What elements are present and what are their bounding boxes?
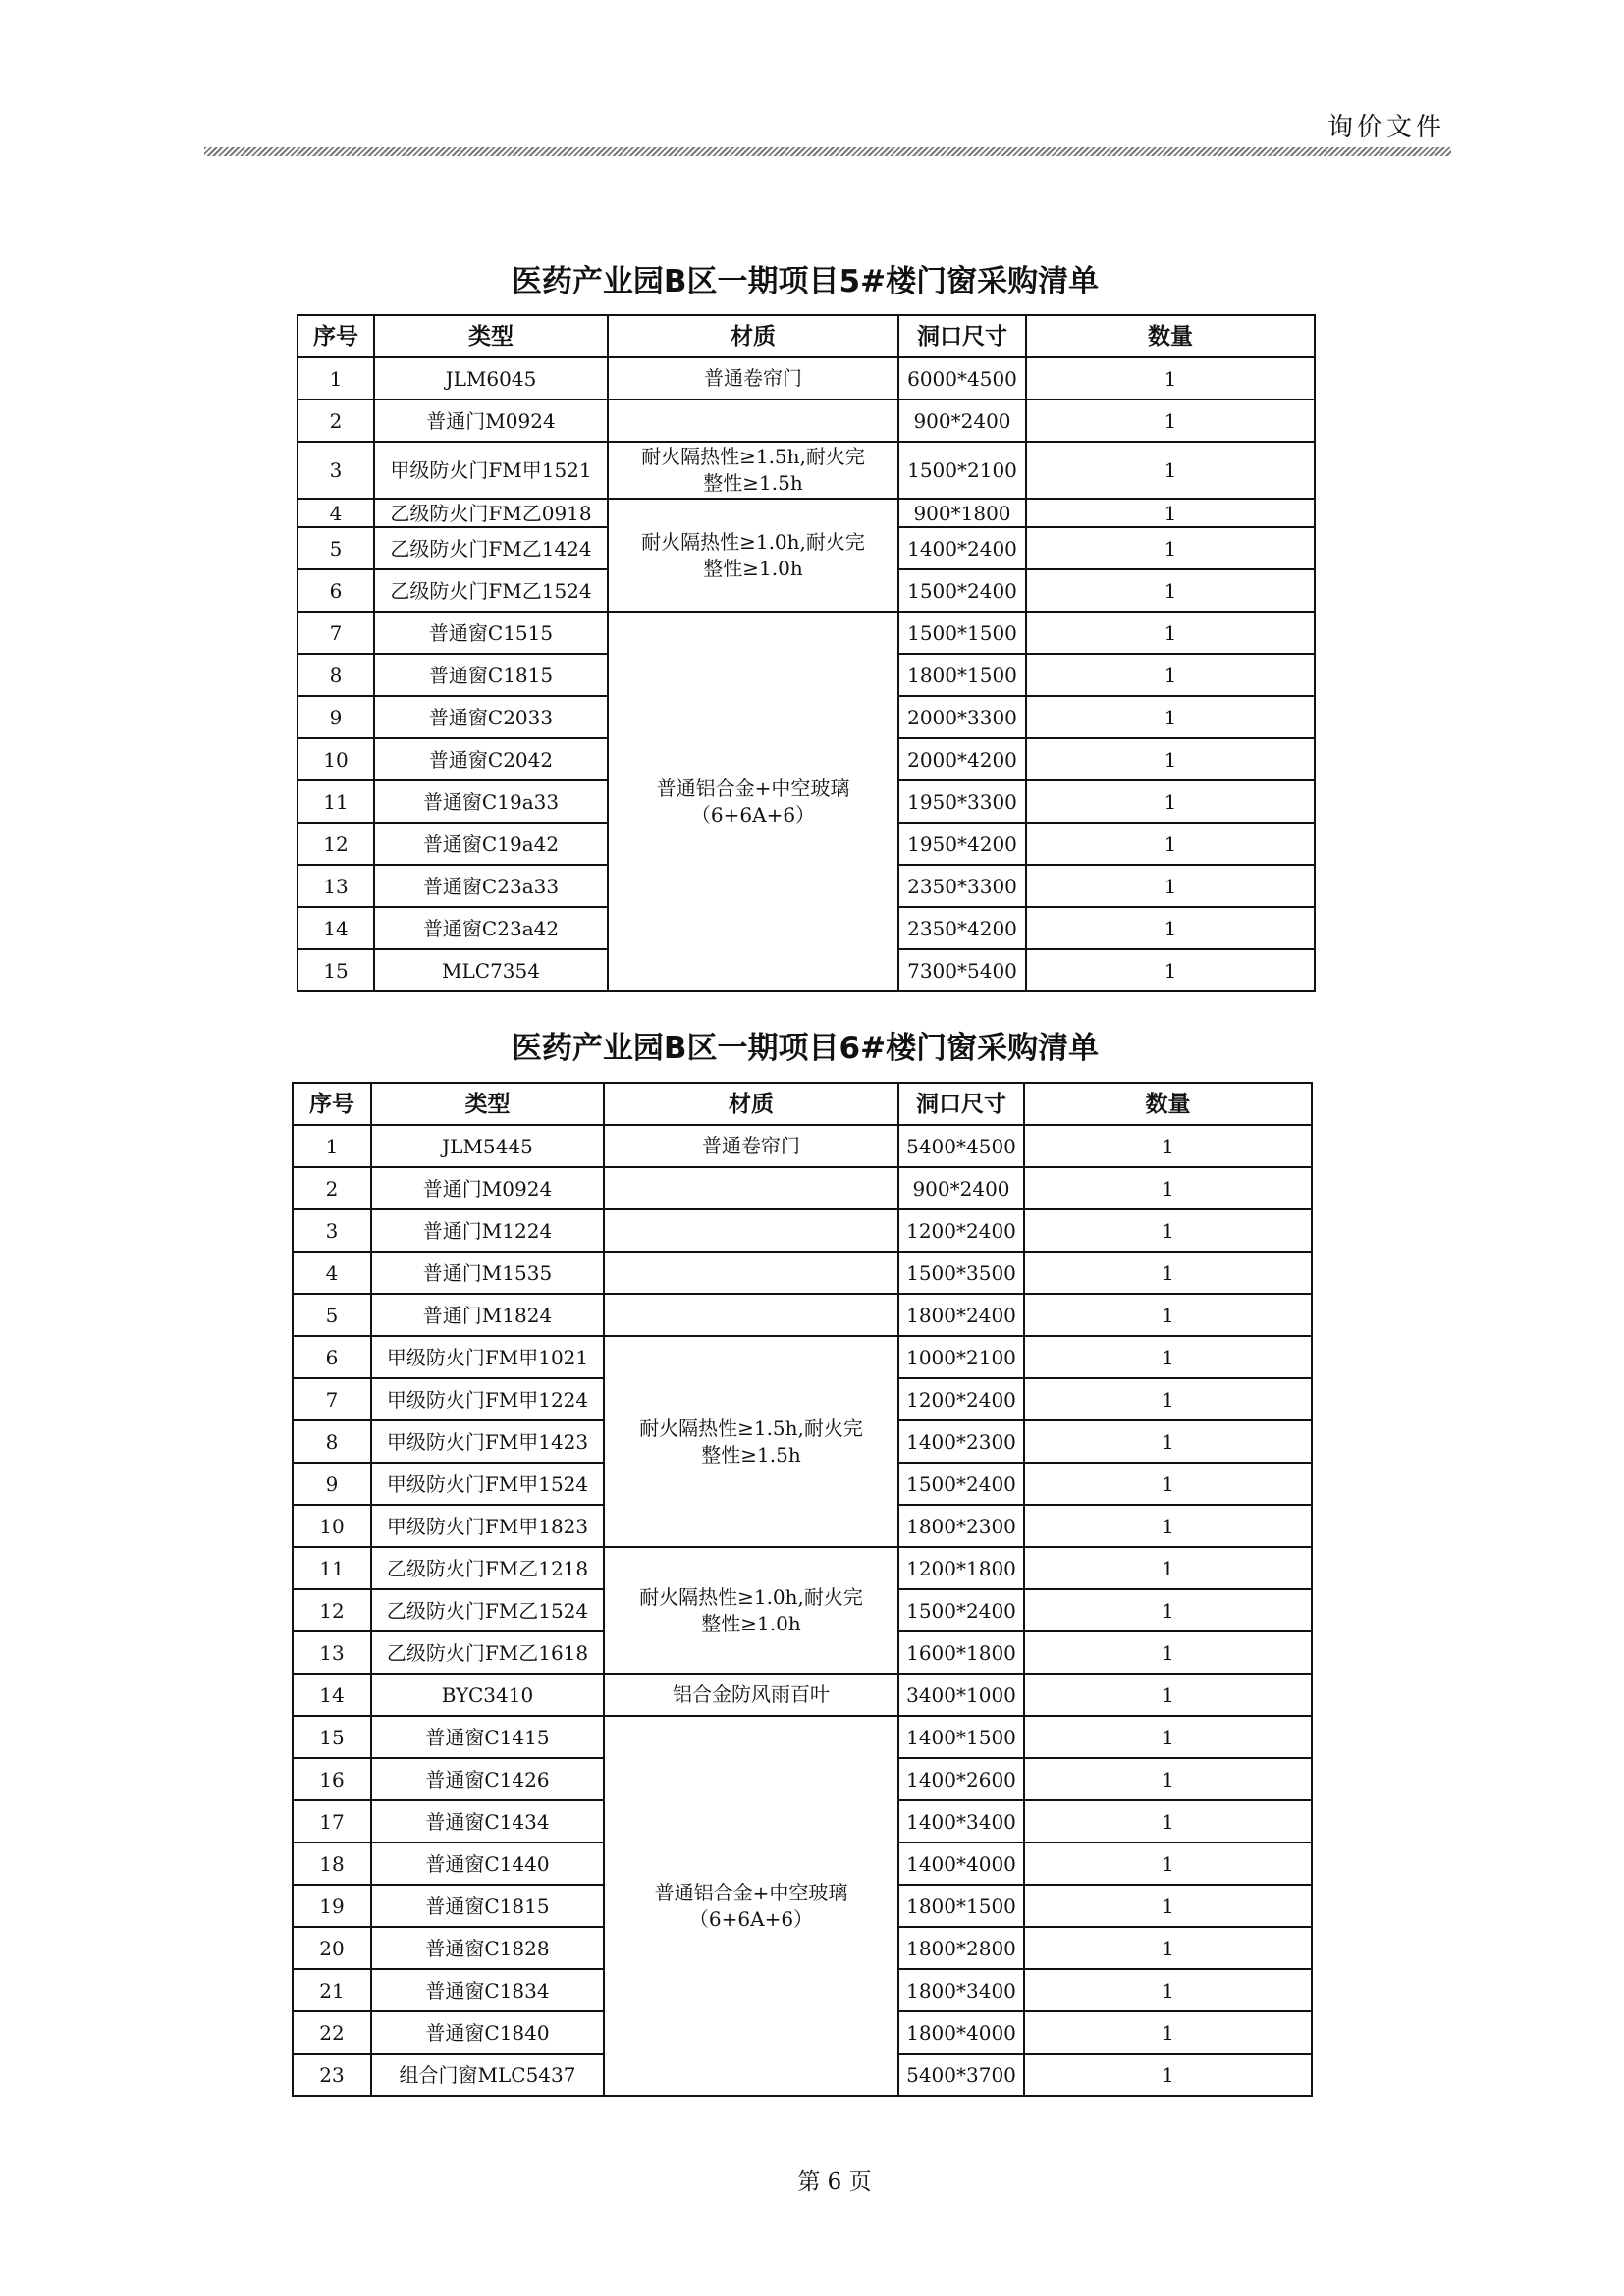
table-row xyxy=(293,1336,1312,1378)
column-header: 材质 xyxy=(604,1083,898,1125)
material-text: 整性≥1.5h xyxy=(703,471,803,495)
material-text: 整性≥1.5h xyxy=(701,1442,801,1467)
opening-size: 1500*2400 xyxy=(898,1589,1024,1631)
item-type: 乙级防火门FM乙1218 xyxy=(371,1547,604,1589)
table-row xyxy=(293,1547,1312,1589)
row-number: 12 xyxy=(298,823,374,865)
material-text: 整性≥1.0h xyxy=(701,1611,801,1635)
table1-title: 医药产业园B区一期项目5#楼门窗采购清单 xyxy=(511,264,1100,299)
opening-size: 1200*2400 xyxy=(898,1378,1024,1420)
quantity: 1 xyxy=(1024,1927,1312,1969)
quantity: 1 xyxy=(1026,865,1315,907)
table-row xyxy=(293,1716,1312,1758)
material-cell xyxy=(604,1294,898,1336)
quantity: 1 xyxy=(1026,357,1315,400)
opening-size: 900*2400 xyxy=(898,400,1026,442)
row-number: 1 xyxy=(293,1125,371,1167)
table-row xyxy=(293,1209,1312,1252)
table-header-row xyxy=(293,1083,1312,1125)
row-number: 2 xyxy=(293,1167,371,1209)
column-header: 材质 xyxy=(608,315,898,357)
row-number: 5 xyxy=(298,527,374,569)
row-number: 10 xyxy=(293,1505,371,1547)
item-type: 普通窗C1515 xyxy=(374,612,608,654)
row-number: 14 xyxy=(293,1674,371,1716)
quantity: 1 xyxy=(1026,696,1315,738)
quantity: 1 xyxy=(1026,527,1315,569)
row-number: 8 xyxy=(298,654,374,696)
material-cell xyxy=(604,1716,898,2096)
opening-size: 900*1800 xyxy=(898,499,1026,527)
quantity: 1 xyxy=(1026,738,1315,780)
row-number: 3 xyxy=(293,1209,371,1252)
table-row xyxy=(298,612,1315,654)
row-number: 4 xyxy=(293,1252,371,1294)
row-number: 23 xyxy=(293,2054,371,2096)
opening-size: 1400*2300 xyxy=(898,1420,1024,1463)
table-row xyxy=(293,1125,1312,1167)
quantity: 1 xyxy=(1024,1336,1312,1378)
quantity: 1 xyxy=(1024,1885,1312,1927)
item-type: 乙级防火门FM乙1524 xyxy=(371,1589,604,1631)
page-number: 第 6 页 xyxy=(797,2169,872,2195)
table-row xyxy=(298,442,1315,499)
row-number: 5 xyxy=(293,1294,371,1336)
opening-size: 1500*2400 xyxy=(898,1463,1024,1505)
opening-size: 1950*3300 xyxy=(898,780,1026,823)
item-type: 普通窗C1828 xyxy=(371,1927,604,1969)
row-number: 17 xyxy=(293,1800,371,1842)
row-number: 7 xyxy=(293,1378,371,1420)
table-row xyxy=(293,1167,1312,1209)
quantity: 1 xyxy=(1024,1167,1312,1209)
material-text: （6+6A+6） xyxy=(690,802,816,827)
material-cell xyxy=(608,499,898,612)
opening-size: 2000*4200 xyxy=(898,738,1026,780)
material-cell xyxy=(604,1209,898,1252)
quantity: 1 xyxy=(1026,569,1315,612)
row-number: 9 xyxy=(298,696,374,738)
item-type: 甲级防火门FM甲1021 xyxy=(371,1336,604,1378)
opening-size: 900*2400 xyxy=(898,1167,1024,1209)
quantity: 1 xyxy=(1026,949,1315,991)
material-cell xyxy=(604,1252,898,1294)
material-cell xyxy=(608,357,898,400)
column-header: 类型 xyxy=(374,315,608,357)
row-number: 16 xyxy=(293,1758,371,1800)
item-type: 甲级防火门FM甲1524 xyxy=(371,1463,604,1505)
table-header-row xyxy=(298,315,1315,357)
quantity: 1 xyxy=(1026,823,1315,865)
row-number: 6 xyxy=(298,569,374,612)
item-type: 甲级防火门FM甲1823 xyxy=(371,1505,604,1547)
item-type: MLC7354 xyxy=(374,949,608,991)
row-number: 22 xyxy=(293,2011,371,2054)
column-header: 数量 xyxy=(1024,1083,1312,1125)
item-type: 普通窗C1815 xyxy=(374,654,608,696)
opening-size: 1000*2100 xyxy=(898,1336,1024,1378)
quantity: 1 xyxy=(1024,2011,1312,2054)
opening-size: 1800*2400 xyxy=(898,1294,1024,1336)
quantity: 1 xyxy=(1024,1547,1312,1589)
material-text: 耐火隔热性≥1.5h,耐火完 xyxy=(639,1415,863,1440)
row-number: 18 xyxy=(293,1842,371,1885)
column-header: 序号 xyxy=(293,1083,371,1125)
item-type: 普通窗C2042 xyxy=(374,738,608,780)
quantity: 1 xyxy=(1024,1674,1312,1716)
item-type: 普通窗C23a42 xyxy=(374,907,608,949)
opening-size: 1950*4200 xyxy=(898,823,1026,865)
row-number: 1 xyxy=(298,357,374,400)
quantity: 1 xyxy=(1024,2054,1312,2096)
opening-size: 1400*2400 xyxy=(898,527,1026,569)
row-number: 15 xyxy=(293,1716,371,1758)
quantity: 1 xyxy=(1024,1589,1312,1631)
opening-size: 5400*3700 xyxy=(898,2054,1024,2096)
quantity: 1 xyxy=(1024,1505,1312,1547)
quantity: 1 xyxy=(1024,1209,1312,1252)
row-number: 8 xyxy=(293,1420,371,1463)
table-row xyxy=(298,357,1315,400)
opening-size: 1500*1500 xyxy=(898,612,1026,654)
material-text: （6+6A+6） xyxy=(688,1906,814,1931)
item-type: 甲级防火门FM甲1224 xyxy=(371,1378,604,1420)
row-number: 6 xyxy=(293,1336,371,1378)
row-number: 11 xyxy=(293,1547,371,1589)
row-number: 2 xyxy=(298,400,374,442)
row-number: 9 xyxy=(293,1463,371,1505)
item-type: 普通窗C2033 xyxy=(374,696,608,738)
row-number: 13 xyxy=(293,1631,371,1674)
opening-size: 1400*3400 xyxy=(898,1800,1024,1842)
quantity: 1 xyxy=(1026,907,1315,949)
header-divider xyxy=(204,147,1451,156)
column-header: 类型 xyxy=(371,1083,604,1125)
row-number: 12 xyxy=(293,1589,371,1631)
item-type: 普通门M0924 xyxy=(371,1167,604,1209)
quantity: 1 xyxy=(1026,612,1315,654)
material-cell xyxy=(608,442,898,499)
opening-size: 2000*3300 xyxy=(898,696,1026,738)
item-type: 普通窗C1415 xyxy=(371,1716,604,1758)
material-cell xyxy=(608,400,898,442)
item-type: 甲级防火门FM甲1521 xyxy=(374,442,608,499)
opening-size: 1600*1800 xyxy=(898,1631,1024,1674)
item-type: 普通门M1535 xyxy=(371,1252,604,1294)
item-type: 乙级防火门FM乙0918 xyxy=(374,499,608,527)
material-text: 耐火隔热性≥1.5h,耐火完 xyxy=(641,445,865,468)
item-type: 普通窗C1426 xyxy=(371,1758,604,1800)
material-text: 耐火隔热性≥1.0h,耐火完 xyxy=(639,1584,863,1609)
row-number: 4 xyxy=(298,499,374,527)
row-number: 13 xyxy=(298,865,374,907)
opening-size: 1800*4000 xyxy=(898,2011,1024,2054)
material-cell xyxy=(604,1547,898,1674)
item-type: 组合门窗MLC5437 xyxy=(371,2054,604,2096)
row-number: 19 xyxy=(293,1885,371,1927)
table-row xyxy=(293,1674,1312,1716)
quantity: 1 xyxy=(1024,1378,1312,1420)
table-row xyxy=(298,400,1315,442)
material-cell xyxy=(608,612,898,991)
column-header: 序号 xyxy=(298,315,374,357)
material-text: 普通铝合金+中空玻璃 xyxy=(654,1880,848,1904)
row-number: 14 xyxy=(298,907,374,949)
quantity: 1 xyxy=(1024,1463,1312,1505)
quantity: 1 xyxy=(1024,1125,1312,1167)
opening-size: 6000*4500 xyxy=(898,357,1026,400)
opening-size: 1400*4000 xyxy=(898,1842,1024,1885)
quantity: 1 xyxy=(1024,1252,1312,1294)
quantity: 1 xyxy=(1024,1631,1312,1674)
opening-size: 2350*3300 xyxy=(898,865,1026,907)
material-text: 整性≥1.0h xyxy=(703,556,803,580)
item-type: 乙级防火门FM乙1424 xyxy=(374,527,608,569)
opening-size: 1200*2400 xyxy=(898,1209,1024,1252)
item-type: 普通窗C23a33 xyxy=(374,865,608,907)
material-text: 普通卷帘门 xyxy=(704,366,802,390)
item-type: 普通窗C1834 xyxy=(371,1969,604,2011)
opening-size: 5400*4500 xyxy=(898,1125,1024,1167)
item-type: 甲级防火门FM甲1423 xyxy=(371,1420,604,1463)
item-type: BYC3410 xyxy=(371,1674,604,1716)
material-text: 普通铝合金+中空玻璃 xyxy=(656,775,850,800)
column-header: 洞口尺寸 xyxy=(898,1083,1024,1125)
quantity: 1 xyxy=(1024,1842,1312,1885)
row-number: 21 xyxy=(293,1969,371,2011)
row-number: 7 xyxy=(298,612,374,654)
opening-size: 1800*3400 xyxy=(898,1969,1024,2011)
item-type: 乙级防火门FM乙1524 xyxy=(374,569,608,612)
opening-size: 1800*2300 xyxy=(898,1505,1024,1547)
opening-size: 1400*1500 xyxy=(898,1716,1024,1758)
item-type: 普通窗C19a33 xyxy=(374,780,608,823)
material-text: 耐火隔热性≥1.0h,耐火完 xyxy=(641,529,865,554)
table1-purchase-list xyxy=(297,314,1316,992)
quantity: 1 xyxy=(1026,780,1315,823)
quantity: 1 xyxy=(1026,400,1315,442)
quantity: 1 xyxy=(1024,1716,1312,1758)
document-header-title: 询价文件 xyxy=(1326,113,1445,142)
row-number: 3 xyxy=(298,442,374,499)
opening-size: 1400*2600 xyxy=(898,1758,1024,1800)
row-number: 20 xyxy=(293,1927,371,1969)
material-text: 铝合金防风雨百叶 xyxy=(673,1682,830,1706)
opening-size: 1200*1800 xyxy=(898,1547,1024,1589)
material-cell xyxy=(604,1674,898,1716)
item-type: 普通窗C1840 xyxy=(371,2011,604,2054)
opening-size: 7300*5400 xyxy=(898,949,1026,991)
opening-size: 1800*1500 xyxy=(898,654,1026,696)
item-type: 普通门M1824 xyxy=(371,1294,604,1336)
column-header: 数量 xyxy=(1026,315,1315,357)
quantity: 1 xyxy=(1024,1420,1312,1463)
opening-size: 1500*3500 xyxy=(898,1252,1024,1294)
material-cell xyxy=(604,1167,898,1209)
item-type: 普通窗C19a42 xyxy=(374,823,608,865)
opening-size: 1800*2800 xyxy=(898,1927,1024,1969)
opening-size: 1800*1500 xyxy=(898,1885,1024,1927)
quantity: 1 xyxy=(1024,1800,1312,1842)
quantity: 1 xyxy=(1024,1969,1312,2011)
quantity: 1 xyxy=(1024,1758,1312,1800)
material-cell xyxy=(604,1336,898,1547)
row-number: 11 xyxy=(298,780,374,823)
material-text: 普通卷帘门 xyxy=(702,1134,800,1157)
item-type: 普通门M0924 xyxy=(374,400,608,442)
opening-size: 1500*2100 xyxy=(898,442,1026,499)
quantity: 1 xyxy=(1026,442,1315,499)
table-row xyxy=(298,499,1315,527)
material-cell xyxy=(604,1125,898,1167)
row-number: 10 xyxy=(298,738,374,780)
quantity: 1 xyxy=(1026,499,1315,527)
row-number: 15 xyxy=(298,949,374,991)
item-type: 普通窗C1815 xyxy=(371,1885,604,1927)
opening-size: 3400*1000 xyxy=(898,1674,1024,1716)
opening-size: 1500*2400 xyxy=(898,569,1026,612)
table2-title: 医药产业园B区一期项目6#楼门窗采购清单 xyxy=(511,1031,1100,1066)
opening-size: 2350*4200 xyxy=(898,907,1026,949)
column-header: 洞口尺寸 xyxy=(898,315,1026,357)
item-type: 乙级防火门FM乙1618 xyxy=(371,1631,604,1674)
quantity: 1 xyxy=(1024,1294,1312,1336)
table2-purchase-list xyxy=(292,1082,1313,2097)
item-type: 普通门M1224 xyxy=(371,1209,604,1252)
table-row xyxy=(293,1294,1312,1336)
item-type: 普通窗C1440 xyxy=(371,1842,604,1885)
item-type: 普通窗C1434 xyxy=(371,1800,604,1842)
table-row xyxy=(293,1252,1312,1294)
item-type: JLM6045 xyxy=(374,357,608,400)
quantity: 1 xyxy=(1026,654,1315,696)
item-type: JLM5445 xyxy=(371,1125,604,1167)
